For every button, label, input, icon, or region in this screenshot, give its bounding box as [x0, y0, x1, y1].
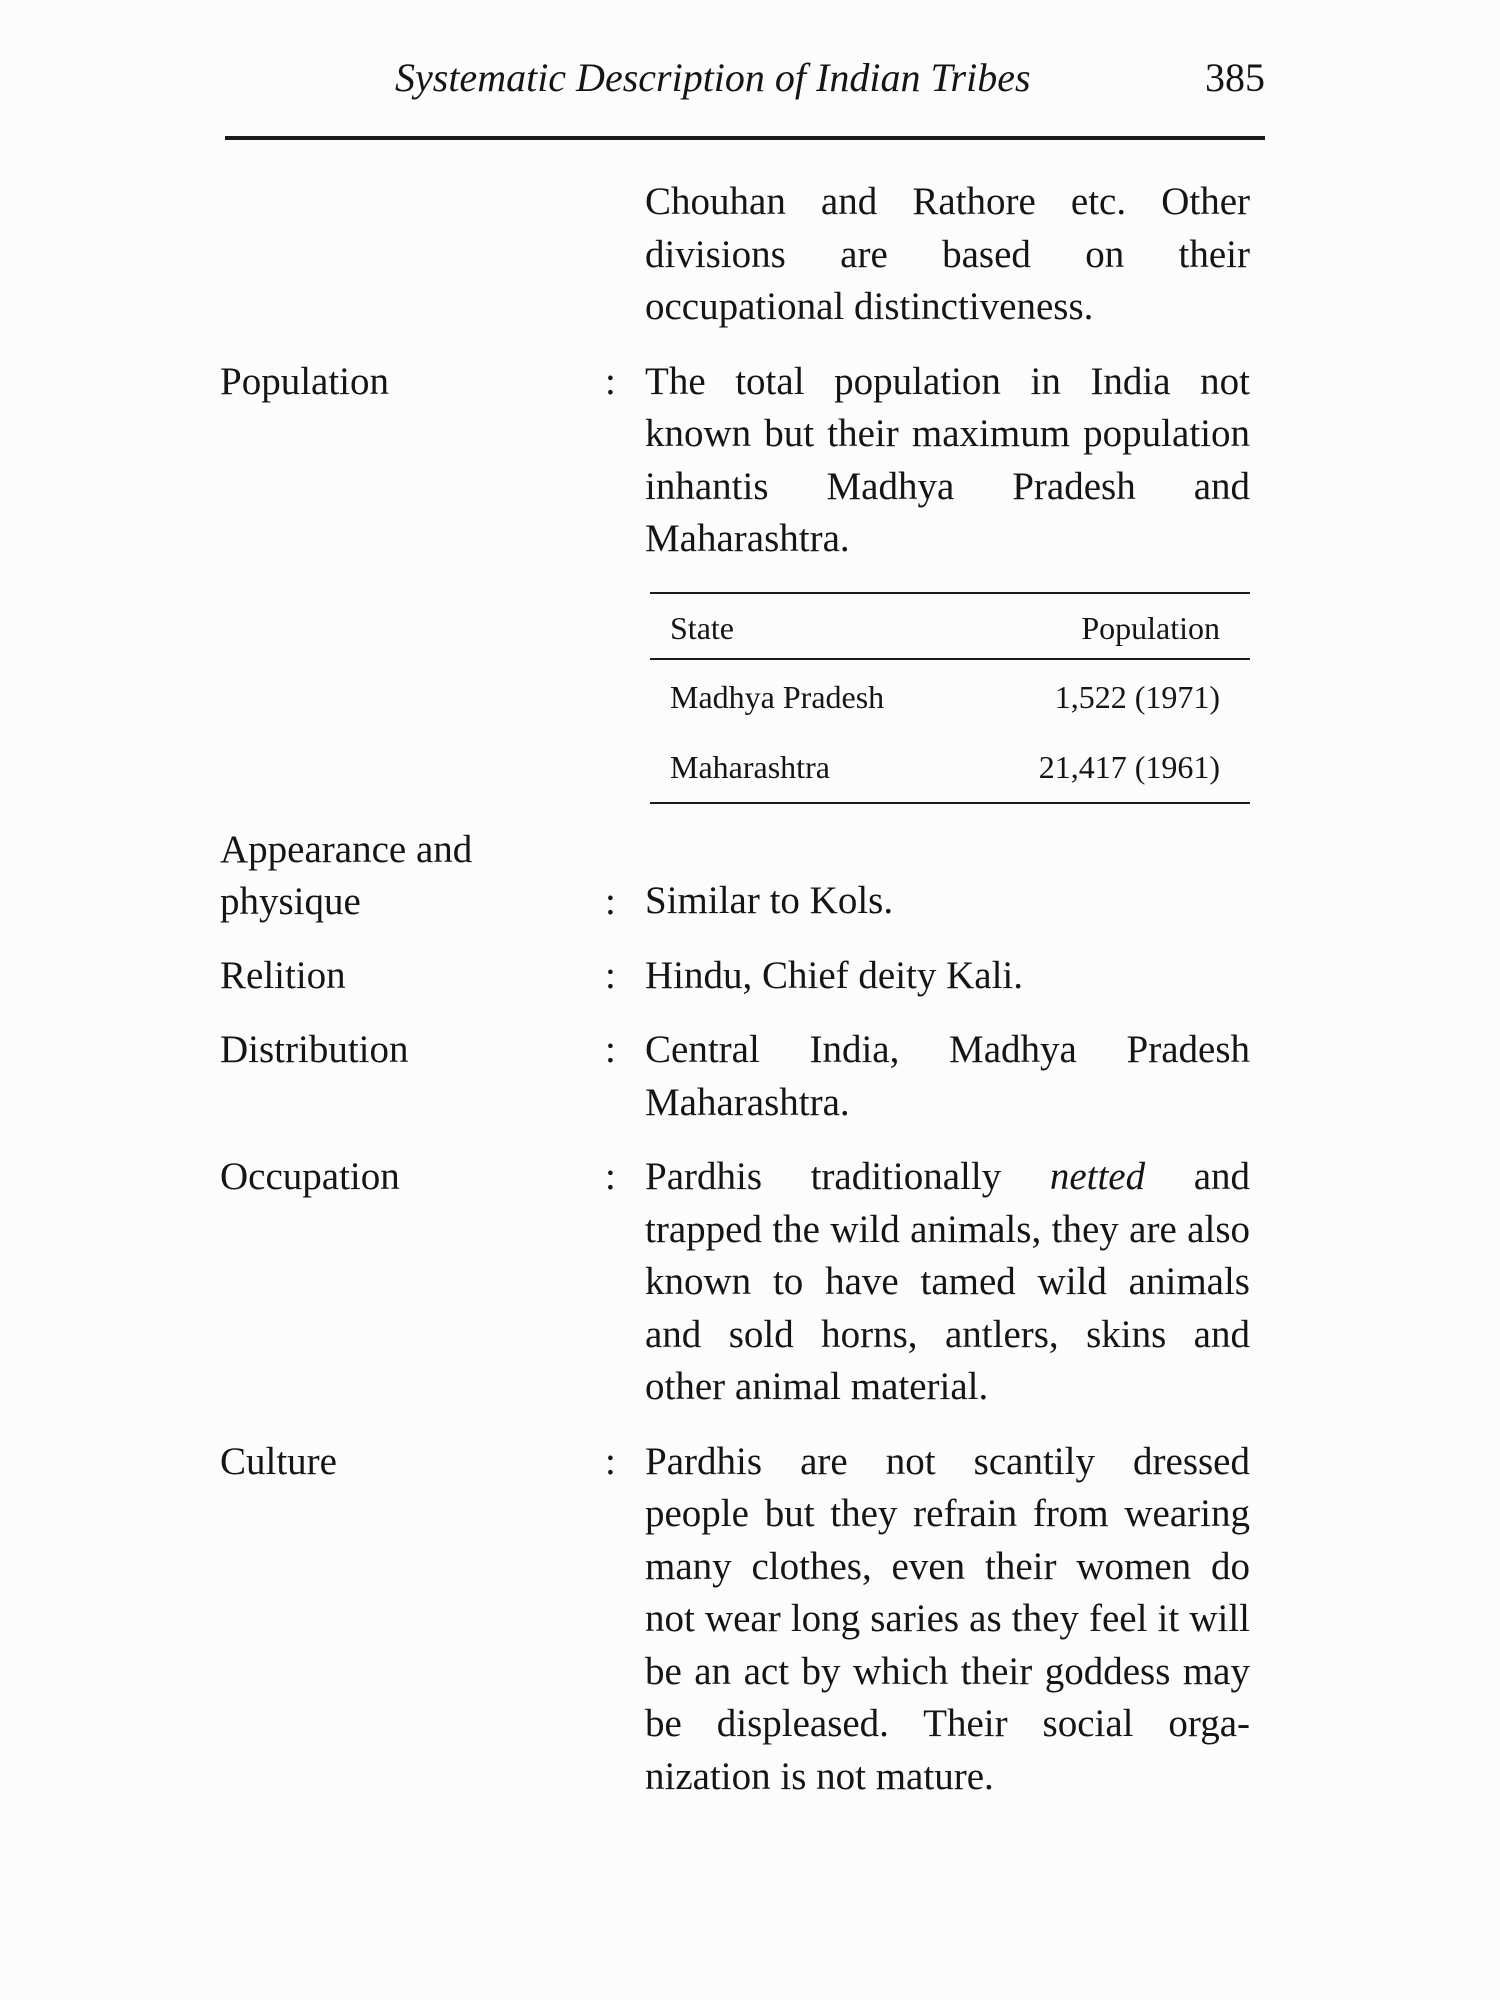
page-number: 385 [1205, 55, 1265, 100]
entry-distribution [220, 1024, 1265, 1129]
entry-text: Hindu, Chief deity Kali. [645, 953, 1024, 997]
entry-label: Population [220, 359, 390, 403]
table-header-row [650, 594, 1250, 660]
table-cell-state: Madhya Pradesh [670, 678, 885, 715]
running-header [225, 48, 1265, 128]
entry-colon: : [605, 1439, 616, 1483]
table-cell-population: 21,417 (1961) [1038, 748, 1220, 785]
table-header-population: Population [1081, 609, 1220, 646]
entry-appearance [220, 824, 1265, 928]
entry-text: Central India, Madhya Pradesh Maharashtra. [645, 1028, 1250, 1124]
table-row [650, 662, 1250, 732]
table-header-state: State [670, 609, 734, 646]
entry-colon: : [605, 1028, 616, 1071]
entry-label [220, 824, 605, 928]
table-cell-state: Maharashtra [670, 748, 830, 785]
population-table [650, 592, 1250, 804]
entry-label-line: physique [220, 879, 361, 923]
entry-text-part: and trapped the wild animals, they are also known to have tamed wild animals and sold horns, antlers, skins and other animal material. [645, 1155, 1251, 1408]
table-cell-population: 1,522 (1971) [1054, 678, 1220, 715]
entry-label-line: Appearance and [220, 827, 473, 871]
entry-colon: : [605, 359, 616, 403]
entry-colon: : [605, 953, 616, 997]
entry-colon: : [605, 879, 616, 923]
entry-text-part: Pardhis traditionally [645, 1155, 1050, 1198]
entry-text-italic: netted [1049, 1155, 1146, 1198]
entry-population [220, 356, 1265, 566]
entry-occupation [220, 1151, 1265, 1414]
entry-text: The total population in India not known but their maximum population inhantis Madhya Pradesh and Maharashtra. [645, 359, 1250, 560]
entry-text [645, 1151, 1250, 1414]
entry-religion [220, 950, 1265, 1003]
running-title: Systematic Description of Indian Tribes [395, 55, 1031, 100]
entry-label: Relition [220, 953, 346, 997]
table-row [650, 732, 1250, 802]
entry-text: Pardhis are not scantily dressed people but they refrain from wearing many clothes, even their women do not wear long saries as they feel it will be an act by which their goddess may be displeased. Their social orga-nization is not mature. [645, 1439, 1250, 1798]
entry-text: Similar to Kols. [645, 879, 894, 922]
entry-culture [220, 1436, 1265, 1804]
header-rule [225, 136, 1265, 140]
continuation-paragraph: Chouhan and Rathore etc. Other divisions are based on their occupational distinctiveness. [645, 180, 1250, 328]
entry-label: Culture [220, 1439, 337, 1483]
entry-label: Distribution [220, 1028, 409, 1071]
entry-label: Occupation [220, 1155, 400, 1198]
entry-colon: : [605, 1155, 616, 1198]
page-body [220, 176, 1265, 1803]
